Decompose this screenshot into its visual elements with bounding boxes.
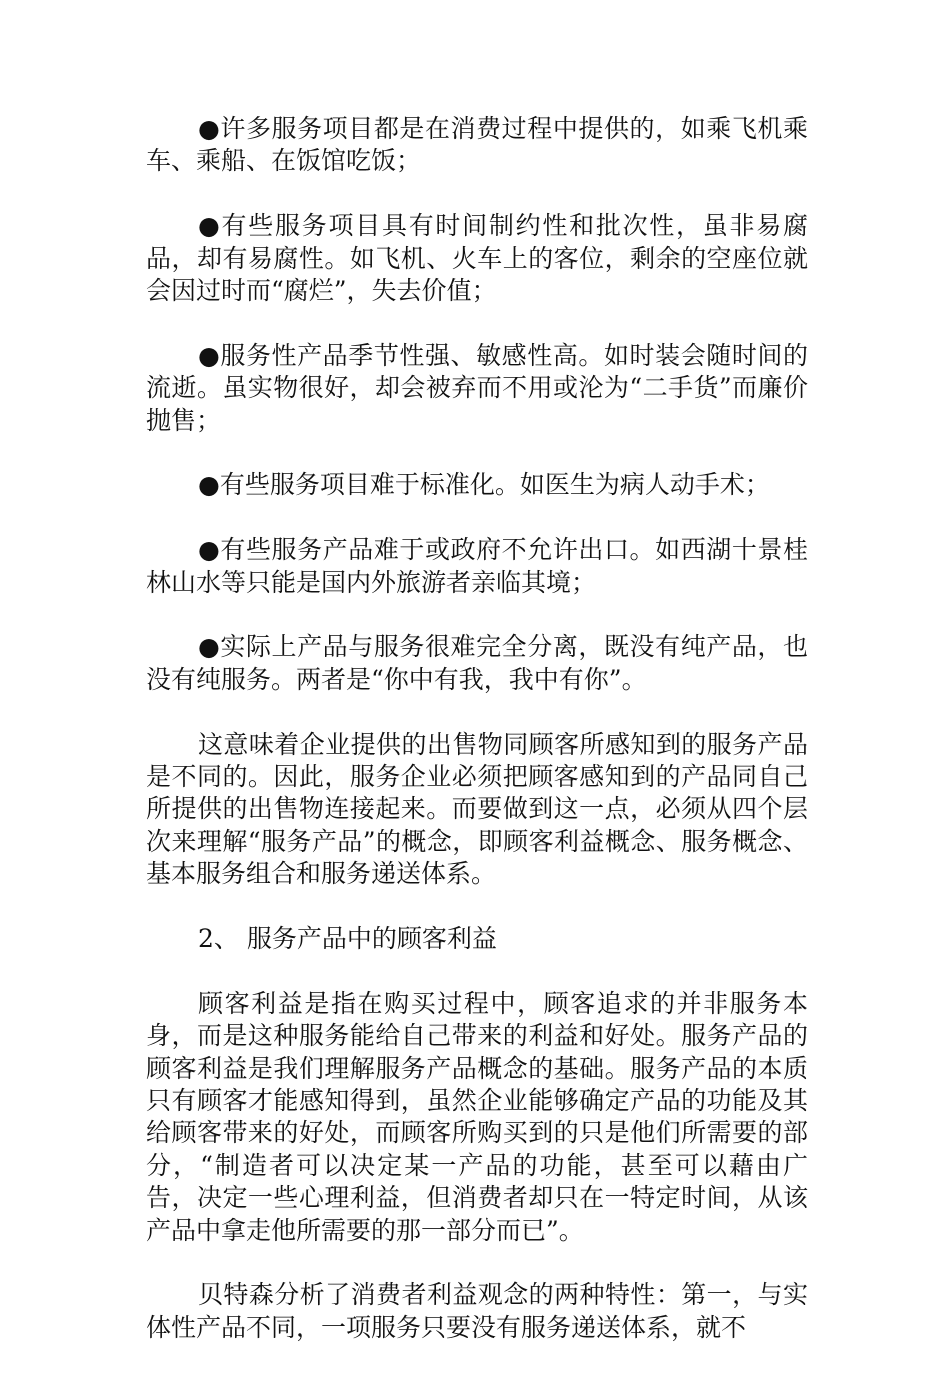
body-paragraph-service-product-levels: 这意味着企业提供的出售物同顾客所感知到的服务产品是不同的。因此，服务企业必须把顾客感知到的产品同自己所提供的出售物连接起来。而要做到这一点，必须从四个层次来理解“服务产品”的概念，即顾客利益概念、服务概念、基本服务组合和服务递送体系。 xyxy=(146,729,808,889)
bullet-paragraph-consumption: ●许多服务项目都是在消费过程中提供的，如乘飞机乘车、乘船、在饭馆吃饭； xyxy=(146,114,808,176)
bullet-paragraph-export: ●有些服务产品难于或政府不允许出口。如西湖十景桂林山水等只能是国内外旅游者亲临其境； xyxy=(146,535,808,597)
body-paragraph-bateson: 贝特森分析了消费者利益观念的两种特性：第一，与实体性产品不同，一项服务只要没有服务递送体系，就不 xyxy=(146,1280,808,1342)
section-heading: 2、 服务产品中的顾客利益 xyxy=(198,924,497,954)
bullet-paragraph-seasonality: ●服务性产品季节性强、敏感性高。如时装会随时间的流逝。虽实物很好，却会被弃而不用或沦为“二手货”而廉价抛售； xyxy=(146,340,808,435)
bullet-paragraph-inseparability: ●实际上产品与服务很难完全分离，既没有纯产品，也没有纯服务。两者是“你中有我，我中有你”。 xyxy=(146,632,808,694)
document-body xyxy=(146,113,808,1377)
body-paragraph-customer-benefit: 顾客利益是指在购买过程中，顾客追求的并非服务本身，而是这种服务能给自己带来的利益和好处。服务产品的顾客利益是我们理解服务产品概念的基础。服务产品的本质只有顾客才能感知得到，虽然企业能够确定产品的功能及其给顾客带来的好处，而顾客所购买到的只是他们所需要的部分，“制造者可以决定某一产品的功能，甚至可以藉由广告，决定一些心理利益，但消费者却只在一特定时间，从该产品中拿走他所需要的那一部分而已”。 xyxy=(146,988,808,1245)
bullet-paragraph-standardization: ●有些服务项目难于标准化。如医生为病人动手术； xyxy=(198,470,770,500)
bullet-paragraph-perishability: ●有些服务项目具有时间制约性和批次性，虽非易腐品，却有易腐性。如飞机、火车上的客位，剩余的空座位就会因过时而“腐烂”，失去价值； xyxy=(146,211,808,306)
